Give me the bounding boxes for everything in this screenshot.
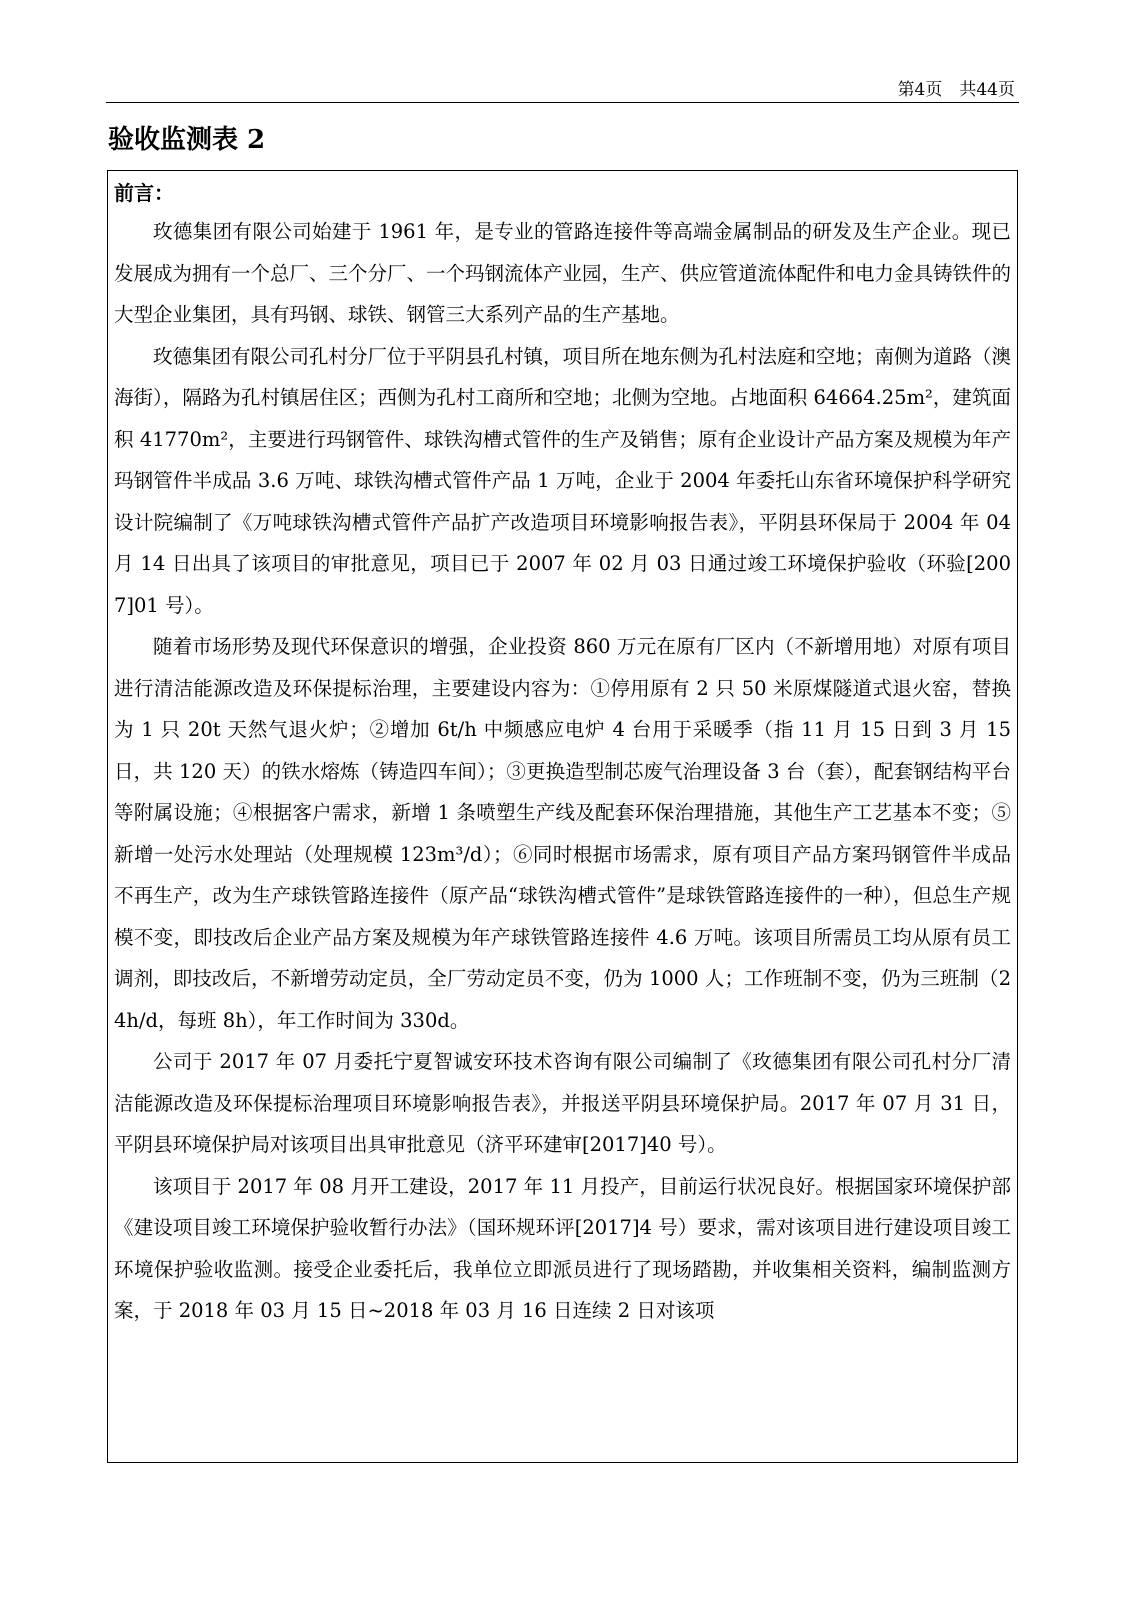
page-header xyxy=(106,78,1019,103)
document-title: 验收监测表 2 xyxy=(108,125,266,155)
paragraph-branch-factory: 玫德集团有限公司孔村分厂位于平阴县孔村镇，项目所在地东侧为孔村法庭和空地；南侧为道路（澳海街），隔路为孔村镇居住区；西侧为孔村工商所和空地；北侧为空地。占地面积 64664.25m²，建筑面积 41770m²，主要进行玛钢管件、球铁沟槽式管件的生产及销售；原有企业设计产品方案及规模为年产玛钢管件半成品 3.6 万吨、球铁沟槽式管件产品 1 万吨，企业于 2004 年委托山东省环境保护科学研究设计院编制了《万吨球铁沟槽式管件产品扩产改造项目环境影响报告表》，平阴县环保局于 2004 年 04 月 14 日出具了该项目的审批意见，项目已于 2007 年 02 月 03 日通过竣工环境保护验收（环验[2007]01 号）。 xyxy=(114,344,1012,617)
page-number: 第4页 共44页 xyxy=(897,80,1015,100)
content-box xyxy=(107,170,1018,1463)
paragraph-eia-report: 公司于 2017 年 07 月委托宁夏智诚安环技术咨询有限公司编制了《玫德集团有限公司孔村分厂清洁能源改造及环保提标治理项目环境影响报告表》，并报送平阴县环境保护局。2017 年 07 月 31 日，平阴县环境保护局对该项目出具审批意见（济平环建审[2017]40 号）。 xyxy=(114,1050,1011,1156)
paragraph-acceptance-monitoring: 该项目于 2017 年 08 月开工建设，2017 年 11 月投产，目前运行状况良好。根据国家环境保护部《建设项目竣工环境保护验收暂行办法》（国环规环评[2017]4 号）要求，需对该项目进行建设项目竣工环境保护验收监测。接受企业委托后，我单位立即派员进行了现场踏勘，并收集相关资料，编制监测方案，于 2018 年 03 月 15 日~2018 年 03 月 16 日连续 2 日对该项 xyxy=(114,1174,1011,1322)
section-heading: 前言： xyxy=(114,181,174,205)
paragraph-intro: 玫德集团有限公司始建于 1961 年，是专业的管路连接件等高端金属制品的研发及生产企业。现已发展成为拥有一个总厂、三个分厂、一个玛钢流体产业园，生产、供应管道流体配件和电力金具铸铁件的大型企业集团，具有玛钢、球铁、钢管三大系列产品的生产基地。 xyxy=(114,220,1012,326)
paragraph-renovation: 随着市场形势及现代环保意识的增强，企业投资 860 万元在原有厂区内（不新增用地）对原有项目进行清洁能源改造及环保提标治理，主要建设内容为：①停用原有 2 只 50 米原煤隧道式退火窑，替换为 1 只 20t 天然气退火炉；②增加 6t/h 中频感应电炉 4 台用于采暖季（指 11 月 15 日到 3 月 15 日，共 120 天）的铁水熔炼（铸造四车间）；③更换造型制芯废气治理设备 3 台（套），配套钢结构平台等附属设施；④根据客户需求，新增 1 条喷塑生产线及配套环保治理措施，其他生产工艺基本不变；⑤新增一处污水处理站（处理规模 123m³/d）；⑥同时根据市场需求，原有项目产品方案玛钢管件半成品不再生产，改为生产球铁管路连接件（原产品“球铁沟槽式管件”是球铁管路连接件的一种），但总生产规模不变，即技改后企业产品方案及规模为年产球铁管路连接件 4.6 万吨。该项目所需员工均从原有员工调剂，即技改后，不新增劳动定员，全厂劳动定员不变，仍为 1000 人；工作班制不变，仍为三班制（24h/d，每班 8h），年工作时间为 330d。 xyxy=(114,635,1011,1032)
